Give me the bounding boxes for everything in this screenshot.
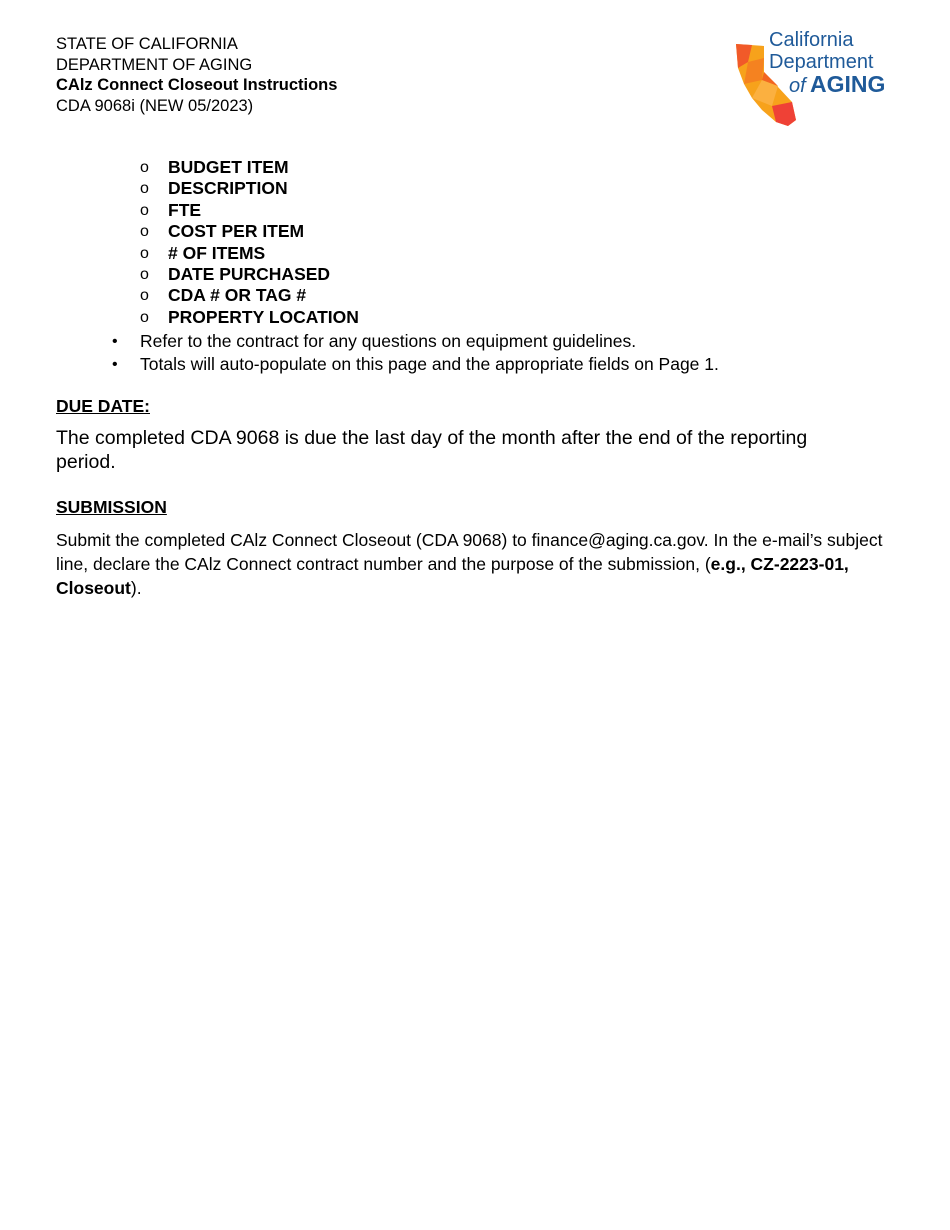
submission-text-part-2: ). bbox=[130, 578, 142, 598]
cda-logo bbox=[732, 28, 902, 130]
logo-line-3-main: AGING bbox=[810, 71, 886, 97]
notes-list bbox=[112, 330, 719, 376]
list-item bbox=[140, 285, 359, 306]
list-item bbox=[140, 221, 359, 242]
logo-line-1: California bbox=[769, 29, 854, 51]
submission-heading: SUBMISSION bbox=[56, 497, 167, 517]
list-item-label: FTE bbox=[168, 199, 202, 220]
document-title: CAlz Connect Closeout Instructions bbox=[56, 76, 338, 94]
list-item-label: COST PER ITEM bbox=[168, 221, 305, 242]
list-item bbox=[140, 264, 359, 285]
submission-text bbox=[56, 528, 896, 600]
list-item-text: Refer to the contract for any questions on equipment guidelines. bbox=[140, 331, 637, 351]
list-item bbox=[140, 200, 359, 221]
circle-bullet-icon: o bbox=[140, 201, 149, 219]
circle-bullet-icon: o bbox=[140, 223, 149, 241]
logo-line-2: Department bbox=[769, 51, 874, 73]
due-date-heading: DUE DATE: bbox=[56, 396, 150, 416]
logo-line-3-prefix: of bbox=[789, 75, 806, 97]
due-date-text: The completed CDA 9068 is due the last day of the month after the end of the reporting period. bbox=[56, 427, 808, 473]
list-item bbox=[140, 307, 359, 328]
list-item bbox=[112, 353, 719, 376]
circle-bullet-icon: o bbox=[140, 308, 149, 326]
header-state: STATE OF CALIFORNIA bbox=[56, 35, 238, 53]
list-item bbox=[140, 178, 359, 199]
list-item-label: # OF ITEMS bbox=[168, 242, 266, 263]
list-item bbox=[140, 157, 359, 178]
list-item bbox=[112, 330, 719, 353]
list-item-label: BUDGET ITEM bbox=[168, 157, 289, 177]
list-item bbox=[140, 243, 359, 264]
circle-bullet-icon: o bbox=[140, 180, 149, 198]
submission-text-part-1: Submit the completed CAlz Connect Closeout (CDA 9068) to finance@aging.ca.gov. In the e-mail’s subject line, declare the CAlz Connect contract number and the purpose of the submission, ( bbox=[56, 530, 883, 574]
list-item-text: Totals will auto-populate on this page and the appropriate fields on Page 1. bbox=[140, 354, 719, 374]
list-item-label: CDA # OR TAG # bbox=[168, 285, 307, 306]
header-department: DEPARTMENT OF AGING bbox=[56, 55, 253, 74]
submission-example: e.g., CZ-2223-01, Closeout bbox=[56, 554, 849, 598]
bullet-icon: • bbox=[112, 333, 118, 350]
equipment-fields-list bbox=[140, 157, 359, 328]
form-number: CDA 9068i (NEW 05/2023) bbox=[56, 96, 254, 115]
list-item-label: PROPERTY LOCATION bbox=[168, 306, 359, 327]
circle-bullet-icon: o bbox=[140, 287, 149, 305]
circle-bullet-icon: o bbox=[140, 159, 149, 176]
circle-bullet-icon: o bbox=[140, 265, 149, 283]
circle-bullet-icon: o bbox=[140, 244, 149, 262]
list-item-label: DESCRIPTION bbox=[168, 178, 288, 199]
document-header bbox=[56, 34, 337, 116]
bullet-icon: • bbox=[112, 356, 118, 373]
list-item-label: DATE PURCHASED bbox=[168, 263, 331, 284]
